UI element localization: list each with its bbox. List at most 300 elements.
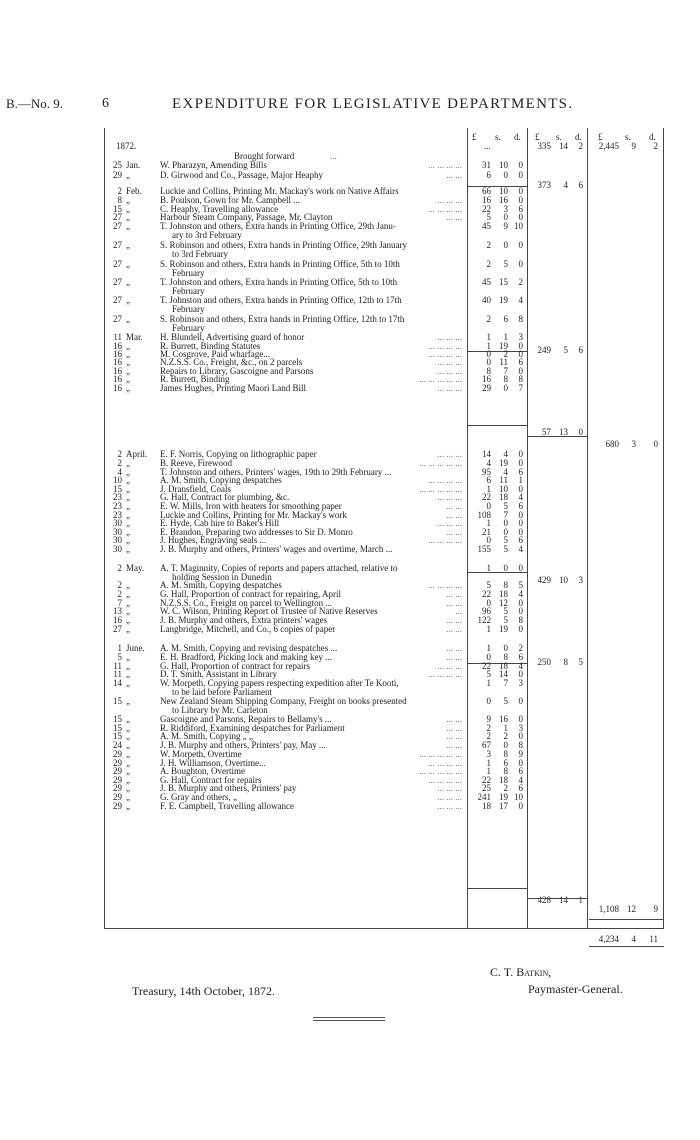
entry-day: 23 bbox=[113, 492, 122, 502]
entry-shillings: 0 bbox=[503, 240, 508, 250]
jun-subtotal-pence: 1 bbox=[578, 895, 583, 905]
entry-description: Langbridge, Mitchell, and Co., 6 copies of paper bbox=[160, 624, 336, 634]
entry-shillings: 11 bbox=[499, 357, 508, 367]
entry-month: „ bbox=[126, 801, 130, 811]
entry-leader-dots: ... bbox=[455, 606, 462, 616]
entry-pence: 0 bbox=[518, 449, 523, 459]
entry-pence: 0 bbox=[518, 624, 523, 634]
entry-pounds: 5 bbox=[486, 212, 491, 222]
entry-description: February bbox=[172, 304, 205, 314]
entry-leader-dots: ... ... ... ... ... bbox=[419, 458, 462, 468]
entry-pence: 0 bbox=[518, 518, 523, 528]
entry-pence: 0 bbox=[518, 458, 523, 468]
entry-day: 16 bbox=[113, 383, 122, 393]
mar-rule bbox=[467, 425, 527, 426]
entry-pence: 4 bbox=[518, 775, 523, 785]
entry-leader-dots: ... ... bbox=[446, 510, 462, 520]
ledger-border-left bbox=[104, 128, 105, 929]
entry-pounds: 9 bbox=[486, 714, 491, 724]
brought-forward-pence: 2 bbox=[578, 141, 583, 151]
entry-description: E. F. Norris, Copying on lithographic paper bbox=[160, 449, 317, 459]
entry-leader-dots: ... ... ... bbox=[437, 783, 462, 793]
entry-day: 11 bbox=[113, 661, 122, 671]
entry-pence: 6 bbox=[518, 204, 523, 214]
entry-day: 11 bbox=[113, 332, 122, 342]
entry-shillings: 17 bbox=[499, 801, 508, 811]
entry-month: „ bbox=[126, 783, 130, 793]
session-total-pence: 9 bbox=[653, 904, 658, 914]
entry-month: „ bbox=[126, 624, 130, 634]
entry-pence: 8 bbox=[518, 314, 523, 324]
feb-subtotal-pounds: 249 bbox=[537, 345, 551, 355]
col3-pound-header: £ bbox=[598, 132, 603, 142]
entry-day: 23 bbox=[113, 501, 122, 511]
feb-subtotal-pence: 6 bbox=[578, 345, 583, 355]
entry-day: 1 bbox=[117, 643, 122, 653]
entry-day: 15 bbox=[113, 714, 122, 724]
entry-leader-dots: ... ... bbox=[446, 501, 462, 511]
entry-month: May. bbox=[126, 563, 145, 573]
entry-leader-dots: ... ... bbox=[446, 615, 462, 625]
entry-pence: 4 bbox=[518, 544, 523, 554]
entry-description: J. H. Williamson, Overtime... bbox=[160, 758, 266, 768]
footer-place-date: Treasury, 14th October, 1872. bbox=[132, 984, 275, 998]
entry-description: E. Hyde, Cab hire to Baker's Hill bbox=[160, 518, 280, 528]
entry-description: Repairs to Library, Gascoigne and Parsons bbox=[160, 366, 314, 376]
entry-leader-dots: ... ... ... ... bbox=[428, 341, 462, 351]
entry-day: 7 bbox=[117, 598, 122, 608]
entry-shillings: 5 bbox=[503, 606, 508, 616]
entry-description: T. Johnston and others, Extra hands in Printing Office, 12th to 17th bbox=[160, 295, 402, 305]
entry-day: 13 bbox=[113, 606, 122, 616]
entry-shillings: 18 bbox=[499, 492, 508, 502]
page-header bbox=[0, 96, 700, 116]
entry-month: „ bbox=[126, 598, 130, 608]
entry-leader-dots: ... ... ... bbox=[437, 801, 462, 811]
entry-month: „ bbox=[126, 589, 130, 599]
entry-shillings: 0 bbox=[503, 563, 508, 573]
may-subtotal-shillings: 8 bbox=[563, 657, 568, 667]
entry-month: „ bbox=[126, 295, 130, 305]
entry-pounds: 2 bbox=[486, 240, 491, 250]
entry-pounds: 2 bbox=[486, 723, 491, 733]
entry-month: June. bbox=[126, 643, 145, 653]
entry-shillings: 8 bbox=[503, 580, 508, 590]
entry-leader-dots: ... ... ... bbox=[437, 195, 462, 205]
entry-description: G. Gray and others, „ bbox=[160, 792, 237, 802]
col2-pence-header: d. bbox=[575, 132, 582, 142]
entry-pounds: 1 bbox=[486, 563, 491, 573]
footer-signatory: C. T. Batkin, bbox=[490, 965, 552, 979]
entry-day: 30 bbox=[113, 544, 122, 554]
entry-pence: 3 bbox=[518, 723, 523, 733]
entry-shillings: 0 bbox=[503, 383, 508, 393]
entry-pounds: 14 bbox=[482, 449, 491, 459]
entry-description: M. Cosgrove, Paid wharfage... bbox=[160, 349, 270, 359]
jan-subtotal-pence: 6 bbox=[578, 180, 583, 190]
entry-pence: 0 bbox=[518, 160, 523, 170]
entry-description: J. B. Murphy and others, Printers' pay, May ... bbox=[160, 740, 326, 750]
entry-pence: 0 bbox=[518, 527, 523, 537]
entry-pence: 4 bbox=[518, 661, 523, 671]
brought-forward-label: Brought forward bbox=[234, 151, 295, 161]
entry-pence: 0 bbox=[518, 366, 523, 376]
ledger-bottom-rule bbox=[104, 928, 664, 929]
entry-month: „ bbox=[126, 467, 130, 477]
entry-day: 29 bbox=[113, 766, 122, 776]
entry-month: „ bbox=[126, 792, 130, 802]
entry-leader-dots: ... ... bbox=[446, 598, 462, 608]
col1-pound-header: £ bbox=[472, 132, 477, 142]
entry-pounds: 96 bbox=[482, 606, 491, 616]
page-number: 6 bbox=[102, 96, 109, 111]
entry-shillings: 8 bbox=[503, 766, 508, 776]
entry-month: „ bbox=[126, 775, 130, 785]
entry-day: 2 bbox=[117, 458, 122, 468]
entry-pounds: 0 bbox=[486, 535, 491, 545]
entry-pence: 9 bbox=[518, 749, 523, 759]
entry-pence: 0 bbox=[518, 731, 523, 741]
entry-month: „ bbox=[126, 366, 130, 376]
brought-forward-col1-dots: ... bbox=[484, 141, 491, 151]
mar-subtotal-pounds: 57 bbox=[542, 427, 551, 437]
entry-pounds: 45 bbox=[482, 221, 491, 231]
entry-month: „ bbox=[126, 221, 130, 231]
entry-leader-dots: ... ... ... ... bbox=[428, 758, 462, 768]
entry-month: „ bbox=[126, 349, 130, 359]
entry-day: 30 bbox=[113, 527, 122, 537]
apr-subtotal-pence: 3 bbox=[578, 575, 583, 585]
entry-shillings: 18 bbox=[499, 661, 508, 671]
entry-month: „ bbox=[126, 195, 130, 205]
entry-day: 24 bbox=[113, 740, 122, 750]
entry-description: A. T. Maginnity, Copies of reports and papers attached, relative to bbox=[160, 563, 398, 573]
entry-description: J. Hughes, Engraving seals ... bbox=[160, 535, 267, 545]
entry-shillings: 5 bbox=[503, 501, 508, 511]
page-title: EXPENDITURE FOR LEGISLATIVE DEPARTMENTS. bbox=[172, 96, 574, 112]
entry-description: E. W. Mills, Iron with heaters for smoothing paper bbox=[160, 501, 342, 511]
col2-pound-header: £ bbox=[535, 132, 540, 142]
entry-pounds: 66 bbox=[482, 186, 491, 196]
entry-pounds: 1 bbox=[486, 341, 491, 351]
brought-forward-total-pence: 2 bbox=[653, 141, 658, 151]
entry-pounds: 22 bbox=[482, 204, 491, 214]
entry-day: 16 bbox=[113, 374, 122, 384]
entry-pounds: 21 bbox=[482, 527, 491, 537]
entry-description: G. Hall, Contract for plumbing, &c. bbox=[160, 492, 290, 502]
entry-description: R. Riddiford, Examining despatches for Parliament bbox=[160, 723, 345, 733]
entry-shillings: 6 bbox=[503, 314, 508, 324]
entry-day: 30 bbox=[113, 535, 122, 545]
entry-day: 16 bbox=[113, 366, 122, 376]
entry-shillings: 0 bbox=[503, 170, 508, 180]
entry-shillings: 7 bbox=[503, 366, 508, 376]
entry-description: New Zealand Steam Shipping Company, Freight on books presented bbox=[160, 696, 407, 706]
entry-leader-dots: ... ... ... ... bbox=[428, 535, 462, 545]
entry-pounds: 4 bbox=[486, 458, 491, 468]
entry-day: 2 bbox=[117, 563, 122, 573]
entry-leader-dots: ... ... ... bbox=[437, 518, 462, 528]
entry-pence: 8 bbox=[518, 615, 523, 625]
entry-day: 14 bbox=[113, 678, 122, 688]
entry-leader-dots: ... ... ... ... ... bbox=[419, 749, 462, 759]
entry-pounds: 5 bbox=[486, 580, 491, 590]
entry-pounds: 2 bbox=[486, 731, 491, 741]
grand-total-rule-bottom bbox=[589, 946, 664, 947]
col2-shilling-header: s. bbox=[556, 132, 562, 142]
entry-leader-dots: ... ... bbox=[446, 589, 462, 599]
entry-pounds: 1 bbox=[486, 766, 491, 776]
entry-pounds: 6 bbox=[486, 170, 491, 180]
entry-pence: 0 bbox=[518, 758, 523, 768]
entry-month: „ bbox=[126, 510, 130, 520]
jun-subtotal-shillings: 14 bbox=[559, 895, 568, 905]
entry-shillings: 0 bbox=[503, 212, 508, 222]
entry-pence: 0 bbox=[518, 696, 523, 706]
entry-day: 29 bbox=[113, 170, 122, 180]
entry-pounds: 108 bbox=[477, 510, 491, 520]
entry-shillings: 0 bbox=[503, 740, 508, 750]
session-total-pounds: 1,108 bbox=[598, 904, 619, 914]
entry-month: „ bbox=[126, 374, 130, 384]
jun-subtotal-pounds: 428 bbox=[537, 895, 551, 905]
entry-shillings: 5 bbox=[503, 544, 508, 554]
mar-subtotal-shillings: 13 bbox=[559, 427, 568, 437]
entry-day: 27 bbox=[113, 221, 122, 231]
entry-day: 15 bbox=[113, 484, 122, 494]
entry-leader-dots: ... ... ... bbox=[437, 366, 462, 376]
entry-pence: 0 bbox=[518, 195, 523, 205]
entry-shillings: 7 bbox=[503, 510, 508, 520]
entry-day: 29 bbox=[113, 783, 122, 793]
entry-shillings: 7 bbox=[503, 678, 508, 688]
jan-subtotal-shillings: 4 bbox=[563, 180, 568, 190]
session-rule bbox=[527, 898, 587, 899]
entry-description: ary to 3rd February bbox=[172, 230, 242, 240]
entry-day: 4 bbox=[117, 467, 122, 477]
entry-day: 27 bbox=[113, 624, 122, 634]
entry-month: „ bbox=[126, 652, 130, 662]
entry-leader-dots: ... ... ... ... bbox=[428, 349, 462, 359]
document-reference: B.—No. 9. bbox=[6, 96, 64, 111]
feb-subtotal-shillings: 5 bbox=[563, 345, 568, 355]
entry-leader-dots: ... ... bbox=[446, 212, 462, 222]
entry-day: 2 bbox=[117, 589, 122, 599]
entry-pounds: 1 bbox=[486, 678, 491, 688]
entry-day: 29 bbox=[113, 792, 122, 802]
entry-leader-dots: ... ... ... ... bbox=[428, 160, 462, 170]
entry-day: 16 bbox=[113, 349, 122, 359]
grand-total-rule-top bbox=[589, 919, 664, 920]
entry-shillings: 14 bbox=[499, 669, 508, 679]
entry-leader-dots: ... ... bbox=[446, 624, 462, 634]
entry-description: C. Heaphy, Travelling allowance bbox=[160, 204, 279, 214]
entry-description: S. Robinson and others, Extra hands in Printing Office, 29th January bbox=[160, 240, 408, 250]
entry-pounds: 25 bbox=[482, 783, 491, 793]
entry-leader-dots: ... ... ... bbox=[437, 332, 462, 342]
entry-pence: 0 bbox=[518, 669, 523, 679]
entry-description: Luckie and Collins, Printing for Mr. Mackay's work bbox=[160, 510, 347, 520]
entry-description: T. Johnston and others, Extra hands in Printing Office, 5th to 10th bbox=[160, 277, 398, 287]
entry-description: D. Girwood and Co., Passage, Major Heaphy bbox=[160, 170, 323, 180]
entry-month: „ bbox=[126, 475, 130, 485]
entry-pounds: 18 bbox=[482, 801, 491, 811]
entry-description: W. C. Wilson, Printing Report of Trustee of Native Reserves bbox=[160, 606, 378, 616]
entry-description: W. Morpeth, Copying papers respecting expedition after Te Kooti, bbox=[160, 678, 399, 688]
entry-shillings: 8 bbox=[503, 652, 508, 662]
entry-pounds: 40 bbox=[482, 295, 491, 305]
entry-description: J. Dransfield, Coals bbox=[160, 484, 231, 494]
entry-pounds: 1 bbox=[486, 643, 491, 653]
entry-pence: 6 bbox=[518, 652, 523, 662]
entry-shillings: 10 bbox=[499, 160, 508, 170]
entry-month: „ bbox=[126, 484, 130, 494]
entry-day: 5 bbox=[117, 652, 122, 662]
session-total-shillings: 12 bbox=[627, 904, 636, 914]
entry-month: „ bbox=[126, 458, 130, 468]
entry-day: 15 bbox=[113, 696, 122, 706]
brought-forward-dots: ... bbox=[330, 151, 337, 161]
entry-pounds: 0 bbox=[486, 598, 491, 608]
entry-leader-dots: ... ... ... bbox=[437, 661, 462, 671]
entry-pounds: 155 bbox=[477, 544, 491, 554]
entry-day: 16 bbox=[113, 615, 122, 625]
entry-day: 25 bbox=[113, 160, 122, 170]
entry-leader-dots: ... ... ... ... ... bbox=[419, 374, 462, 384]
entry-description: A. Boughton, Overtime bbox=[160, 766, 245, 776]
entry-pounds: 31 bbox=[482, 160, 491, 170]
entry-leader-dots: ... ... ... ... bbox=[428, 475, 462, 485]
quarter-total-pence: 0 bbox=[653, 439, 658, 449]
entry-description: D. T. Smith, Assistant in Library bbox=[160, 669, 278, 679]
may-subtotal-pence: 5 bbox=[578, 657, 583, 667]
entry-pence: 6 bbox=[518, 357, 523, 367]
entry-description: S. Robinson and others, Extra hands in Printing Office, 5th to 10th bbox=[160, 259, 400, 269]
entry-month: „ bbox=[126, 766, 130, 776]
entry-shillings: 4 bbox=[503, 449, 508, 459]
entry-pence: 0 bbox=[518, 714, 523, 724]
entry-shillings: 16 bbox=[499, 195, 508, 205]
entry-pounds: 0 bbox=[486, 357, 491, 367]
entry-month: „ bbox=[126, 740, 130, 750]
entry-pounds: 22 bbox=[482, 775, 491, 785]
entry-day: 27 bbox=[113, 314, 122, 324]
entry-pence: 6 bbox=[518, 535, 523, 545]
entry-shillings: 15 bbox=[499, 277, 508, 287]
entry-month: „ bbox=[126, 696, 130, 706]
entry-month: „ bbox=[126, 492, 130, 502]
entry-shillings: 19 bbox=[499, 458, 508, 468]
entry-month: „ bbox=[126, 714, 130, 724]
entry-day: 15 bbox=[113, 723, 122, 733]
entry-description: to Library by Mr. Carleton bbox=[172, 705, 268, 715]
entry-description: J. B. Murphy and others, Extra printers' wages bbox=[160, 615, 328, 625]
entry-leader-dots: ... ... bbox=[446, 527, 462, 537]
entry-pence: 0 bbox=[518, 212, 523, 222]
entry-month: „ bbox=[126, 678, 130, 688]
entry-pence: 0 bbox=[518, 349, 523, 359]
grand-total-shillings: 4 bbox=[631, 934, 636, 944]
entry-leader-dots: ... ... ... ... ... bbox=[419, 766, 462, 776]
entry-shillings: 5 bbox=[503, 259, 508, 269]
entry-pounds: 0 bbox=[486, 696, 491, 706]
quarter-total-shillings: 3 bbox=[631, 439, 636, 449]
entry-leader-dots: ... ... ... ... bbox=[428, 580, 462, 590]
footer-role: Paymaster-General. bbox=[528, 982, 623, 996]
brought-forward-total-pounds: 2,445 bbox=[598, 141, 619, 151]
entry-pounds: 22 bbox=[482, 492, 491, 502]
apr-subtotal-pounds: 429 bbox=[537, 575, 551, 585]
entry-leader-dots: ... ... ... bbox=[437, 492, 462, 502]
entry-leader-dots: ... ... ... ... bbox=[428, 775, 462, 785]
entry-month: „ bbox=[126, 341, 130, 351]
entry-pounds: 16 bbox=[482, 374, 491, 384]
entry-month: „ bbox=[126, 170, 130, 180]
entry-shillings: 18 bbox=[499, 775, 508, 785]
entry-pence: 0 bbox=[518, 341, 523, 351]
entry-day: 2 bbox=[117, 449, 122, 459]
entry-day: 27 bbox=[113, 212, 122, 222]
entry-pounds: 241 bbox=[477, 792, 491, 802]
entry-description: W. Pharazyn, Amending Bills bbox=[160, 160, 267, 170]
quarter-rule bbox=[527, 436, 587, 437]
entry-leader-dots: ... ... ... ... ... bbox=[419, 484, 462, 494]
col1-pence-header: d. bbox=[514, 132, 521, 142]
entry-shillings: 8 bbox=[503, 374, 508, 384]
entry-pounds: 2 bbox=[486, 259, 491, 269]
entry-leader-dots: ... ... ... bbox=[437, 449, 462, 459]
entry-day: 11 bbox=[113, 669, 122, 679]
entry-description: R. Burrett, Binding bbox=[160, 374, 230, 384]
entry-month: „ bbox=[126, 544, 130, 554]
entry-day: 10 bbox=[113, 475, 122, 485]
entry-description: A. M. Smith, Copying despatches bbox=[160, 580, 282, 590]
entry-month: „ bbox=[126, 259, 130, 269]
entry-description: Harbour Steam Company, Passage, Mr. Clayton bbox=[160, 212, 333, 222]
ledger-year: 1872. bbox=[116, 141, 137, 151]
entry-description: G. Hall, Proportion of contract for repairing, April bbox=[160, 589, 341, 599]
brought-forward-shillings: 14 bbox=[559, 141, 568, 151]
entry-month: „ bbox=[126, 527, 130, 537]
entry-day: 2 bbox=[117, 580, 122, 590]
entry-day: 16 bbox=[113, 341, 122, 351]
entry-pounds: 45 bbox=[482, 277, 491, 287]
entry-pounds: 2 bbox=[486, 314, 491, 324]
subtotal-column-divider bbox=[527, 128, 528, 929]
entry-description: holding Session in Dunedin bbox=[172, 572, 272, 582]
entry-shillings: 3 bbox=[503, 204, 508, 214]
apr-subtotal-shillings: 10 bbox=[559, 575, 568, 585]
entry-description: E. Brandon, Preparing two addresses to Sir D. Monro bbox=[160, 527, 353, 537]
entry-pence: 6 bbox=[518, 783, 523, 793]
entry-leader-dots: ... ... bbox=[446, 714, 462, 724]
entry-pence: 4 bbox=[518, 589, 523, 599]
entry-shillings: 10 bbox=[499, 186, 508, 196]
brought-forward-pounds: 335 bbox=[537, 141, 551, 151]
entry-leader-dots: ... ... bbox=[446, 170, 462, 180]
entry-pence: 10 bbox=[514, 792, 523, 802]
entry-description: James Hughes, Printing Maori Land Bill bbox=[160, 383, 306, 393]
entry-shillings: 11 bbox=[499, 475, 508, 485]
entry-month: „ bbox=[126, 357, 130, 367]
entry-month: „ bbox=[126, 314, 130, 324]
entry-pence: 2 bbox=[518, 643, 523, 653]
closing-rule-upper bbox=[313, 1017, 385, 1018]
entry-shillings: 5 bbox=[503, 696, 508, 706]
entry-description: A. M. Smith, Copying „ „ bbox=[160, 731, 254, 741]
entry-shillings: 19 bbox=[499, 792, 508, 802]
entry-pence: 2 bbox=[518, 277, 523, 287]
